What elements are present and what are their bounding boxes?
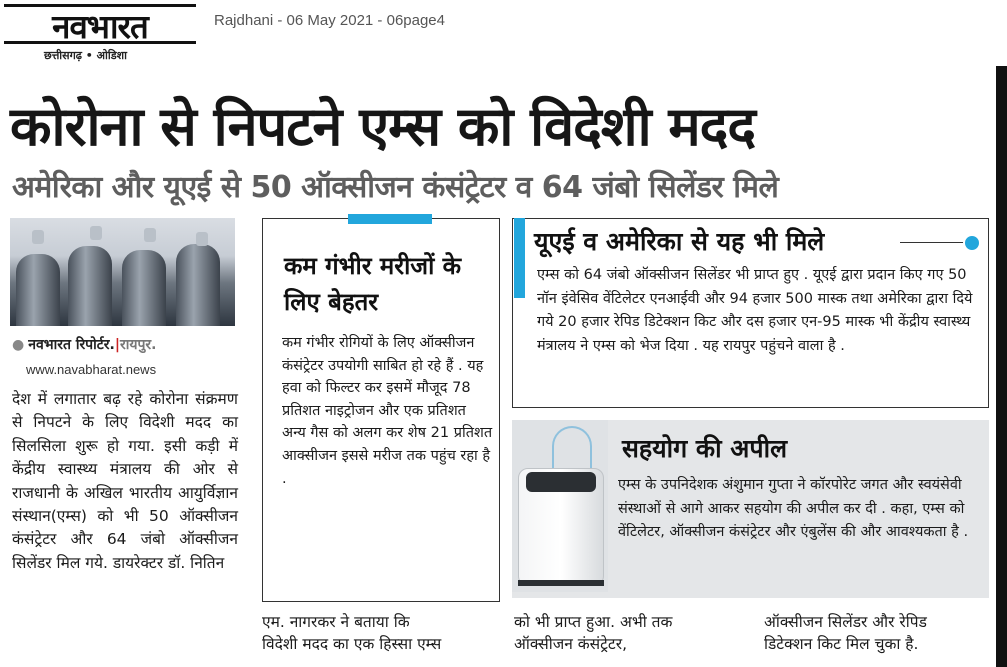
accent-bar <box>514 218 525 298</box>
newspaper-logo <box>4 4 196 60</box>
oxygen-cylinders-photo <box>10 218 235 326</box>
website-link[interactable]: www.navabharat.news <box>26 362 157 377</box>
box-appeal-body: एम्स के उपनिदेशक अंशुमान गुप्ता ने कॉरपोरेट जगत और स्वयंसेवी संस्थाओं से आगे आकर सहयोग की अपील कर दी . कहा, एम्स को वेंटिलेटर, ऑक्सीजन कंसंट्रेटर और एंबुलेंस की और आवश्यकता है . <box>618 477 969 540</box>
byline-city: रायपुर. <box>119 337 157 353</box>
lead-paragraph: देश में लगातार बढ़ रहे कोरोना संक्रमण से निपटने के लिए विदेशी मदद का सिलसिला शुरू हो गया. इसी कड़ी में केंद्रीय स्वास्थ्य मंत्रालय की ओर से राजधानी के अखिल भारतीय आयुर्विज्ञान संस्थान(एम्स) को भी 50 ऑक्सीजन कंसंट्रेटर और 64 जंबो ऑक्सीजन सिलेंडर मिल गये. डायरेक्टर डॉ. नितिन <box>12 390 238 572</box>
byline <box>12 335 156 354</box>
box-patients-title: कम गंभीर मरीजों के लिए बेहतर <box>284 252 462 316</box>
bottom-line: डिटेक्शन किट मिल चुका है. <box>764 635 919 653</box>
bottom-line: को भी प्राप्त हुआ. अभी तक <box>514 613 673 631</box>
box-received-body: एम्स को 64 जंबो ऑक्सीजन सिलेंडर भी प्राप्त हुए . यूएई द्वारा प्रदान किए गए 50 नॉन इंवेसिव वेंटिलेटर एनआईवी और 94 हजार 500 मास्क तथा अमेरिका द्वारा दिये गये 20 हजार रेपिड डिटेक्शन किट और दस हजार एन-95 मास्क भी केंद्रीय स्वास्थ्य मंत्रालय ने एम्स को भेज दिया . यह रायपुर पहुंचने वाला है . <box>537 267 973 354</box>
box-patients-body: कम गंभीर रोगियों के लिए ऑक्सीजन कंसंट्रेटर उपयोगी साबित हो रहे हैं . यह हवा को फिल्टर कर इसमें मौजूद 78 प्रतिशत नाइट्रोजन और एक प्रतिशत अन्य गैस को अलग कर शेष 21 प्रतिशत आक्सीजन इससे मरीज तक पहुंच रहा है . <box>282 335 493 487</box>
byline-separator: | <box>114 337 120 353</box>
bottom-line: ऑक्सीजन सिलेंडर और रेपिड <box>764 613 927 631</box>
bottom-line: एम. नागरकर ने बताया कि <box>262 613 410 631</box>
edition-info: Rajdhani - 06 May 2021 - 06page4 <box>214 12 445 29</box>
bullet-icon: ● <box>12 337 25 353</box>
headline: कोरोना से निपटने एम्स को विदेशी मदद <box>10 95 756 158</box>
oxygen-concentrator-photo <box>512 420 608 592</box>
logo-text: नवभारत <box>4 4 196 44</box>
box-appeal-title: सहयोग की अपील <box>622 434 788 463</box>
byline-reporter: नवभारत रिपोर्टर. <box>28 337 115 353</box>
page-edge-bar <box>996 66 1007 667</box>
logo-subtitle: छत्तीसगढ़ • ओडिशा <box>44 49 127 62</box>
masthead <box>0 0 1007 60</box>
subheadline: अमेरिका और यूएई से 50 ऑक्सीजन कंसंट्रेटर व 64 जंबो सिलेंडर मिले <box>12 170 779 205</box>
box-received-title: यूएई व अमेरिका से यह भी मिले <box>534 227 825 256</box>
accent-tab <box>348 214 432 224</box>
bottom-line: विदेशी मदद का एक हिस्सा एम्स <box>262 635 442 653</box>
title-rule <box>900 242 964 243</box>
accent-dot-icon <box>963 234 981 252</box>
bottom-line: ऑक्सीजन कंसंट्रेटर, <box>514 635 628 653</box>
